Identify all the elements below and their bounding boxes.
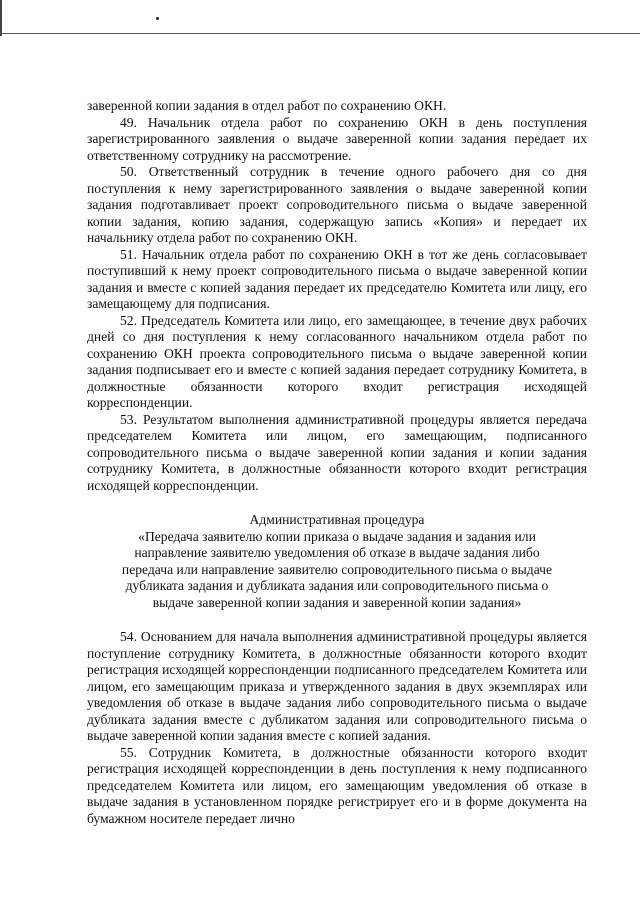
paragraph-continued: заверенной копии задания в отдел работ по сохранению ОКН. [87,98,447,113]
section-title-line: передача или направление заявителю сопроводительного письма о выдаче [121,561,553,577]
document-page [87,98,587,827]
paragraph-54: 54. Основанием для начала выполнения административной процедуры является поступление сотруднику Комитета, в должностные обязанности которого входит регистрация исходящей корреспонденции подписанного председателем Комитета или лицом, его замещающим приказа и утвержденного задания в двух экземплярах или уведомления об отказе в выдаче задания либо сопроводительного письма о выдаче дубликата задания вместе с дубликатом задания или сопроводительного письма о выдаче заверенной копии задания вместе с копией задания. [87,629,587,743]
section-title-line: выдаче заверенной копии задания и заверенной копии задания» [152,594,522,610]
paragraph-53: 53. Результатом выполнения административной процедуры является передача председателем Комитета или лицом, его замещающим, подписанного сопроводительного письма о выдаче заверенной копии задания и копии задания сотруднику Комитета, в должностные обязанности которого входит регистрация исходящей корреспонденции. [87,411,587,493]
scan-edge [0,0,2,36]
section-title-line: дубликата задания и дубликата задания или сопроводительного письма о [125,578,549,593]
scan-border-line [0,33,640,34]
paragraph-51: 51. Начальник отдела работ по сохранению ОКН в тот же день согласовывает поступивший к нему проект сопроводительного письма о выдаче заверенной копии задания и вместе с копией задания передает их председателю Комитета или лицу, его замещающему для подписания. [87,246,587,311]
section-title [87,529,587,612]
paragraph-49: 49. Начальник отдела работ по сохранению ОКН в день поступления зарегистрированного заявления о выдаче заверенной копии задания передает их ответственному сотруднику на рассмотрение. [87,114,587,163]
section-title-line: направление заявителю уведомления об отказе в выдаче задания либо [134,545,540,560]
paragraph-55: 55. Сотрудник Комитета, в должностные обязанности которого входит регистрация исходящей корреспонденции в день поступления к нему подписанного председателем Комитета или лицом, его замещающим уведомления об отказе в выдаче задания в установленном порядке регистрирует его и в форме документа на бумажном носителе передает лично [87,744,587,826]
section-heading: Административная процедура [249,512,425,527]
scan-speck [156,17,159,20]
paragraph-52: 52. Председатель Комитета или лицо, его замещающее, в течение двух рабочих дней со дня поступления к нему согласованного начальником отдела работ по сохранению ОКН проекта сопроводительного письма о выдаче заверенной копии задания подписывает его и вместе с копией задания передает сотруднику Комитета, в должностные обязанности которого входит регистрация исходящей корреспонденции. [87,312,587,410]
section-title-line: «Передача заявителю копии приказа о выдаче задания и задания или [138,528,536,544]
paragraph-50: 50. Ответственный сотрудник в течение одного рабочего дня со дня поступления к нему зарегистрированного заявления о выдаче заверенной копии задания подготавливает проект сопроводительного письма о выдаче заверенной копии задания, копию задания, содержащую запись «Копия» и передает их начальнику отдела работ по сохранению ОКН. [87,164,587,245]
